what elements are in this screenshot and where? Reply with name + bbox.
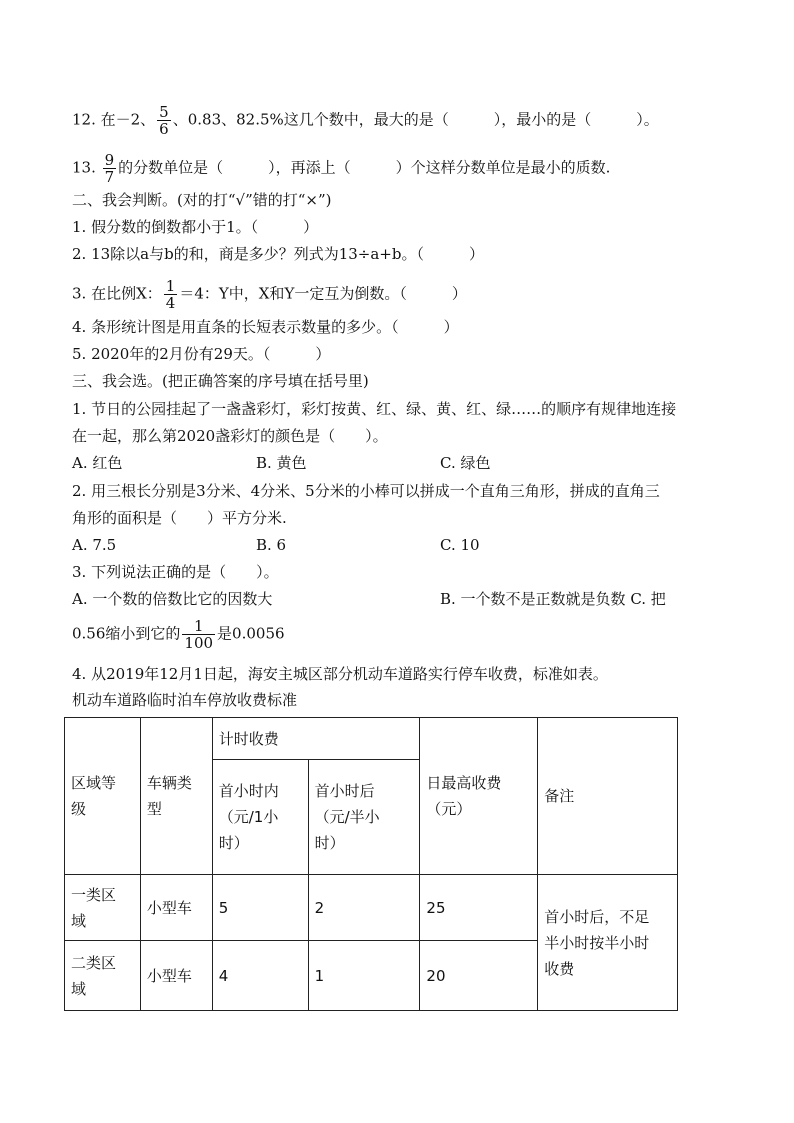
header-after-first-hour-cell bbox=[308, 760, 420, 875]
header-first-hour-line-1: 首小时内 bbox=[218, 782, 279, 800]
question-13 bbox=[72, 152, 610, 185]
note-line-2: 半小时按半小时 bbox=[544, 933, 650, 952]
header-first-hour-line-3: 时） bbox=[218, 834, 249, 852]
choice-q3-option-b: B. 一个数不是正数就是负数 C. 把 bbox=[440, 590, 666, 608]
judge-item-5: 5. 2020年的2月份有29天。（ ） bbox=[72, 345, 331, 363]
choice-q2-option-a: A. 7.5 bbox=[72, 536, 117, 554]
choice-q1-line-1: 1. 节日的公园挂起了一盏盏彩灯，彩灯按黄、红、绿、黄、红、绿……的顺序有规律地连接 bbox=[72, 400, 677, 418]
header-daily-max-cell bbox=[420, 718, 538, 875]
header-vehicle-type-cell bbox=[140, 718, 212, 875]
header-area-line-1: 区域等 bbox=[71, 774, 117, 792]
table-row bbox=[65, 875, 678, 941]
row-2-first-hour-cell: 4 bbox=[212, 941, 308, 1011]
choice-q2-line-1: 2. 用三根长分别是3分米、4分米、5分米的小棒可以拼成一个直角三角形，拼成的直角三 bbox=[72, 482, 660, 500]
section-2-heading: 二、我会判断。(对的打“√”错的打“×”) bbox=[72, 191, 332, 209]
judge-item-2: 2. 13除以a与b的和，商是多少？列式为13÷a+b。（ ） bbox=[72, 245, 484, 263]
judge-item-3-fraction bbox=[164, 278, 178, 311]
choice-q3-line-3 bbox=[72, 618, 285, 651]
q12-fraction-numerator: 5 bbox=[159, 103, 169, 121]
row-2-after-first-hour-cell: 1 bbox=[308, 941, 420, 1011]
q13-text-post: 的分数单位是（ ），再添上（ ）个这样分数单位是最小的质数. bbox=[118, 158, 611, 177]
header-after-first-hour-line-2: （元/半小 bbox=[314, 808, 380, 826]
fee-table-header-row-1 bbox=[65, 718, 678, 760]
header-vehicle-type-line-2: 型 bbox=[146, 800, 162, 818]
judge-item-3-post: ＝4：Y中，X和Y一定互为倒数。（ ） bbox=[179, 284, 467, 303]
row-2-vehicle-type-cell: 小型车 bbox=[140, 941, 212, 1011]
choice-q3-line-1: 3. 下列说法正确的是（ ）。 bbox=[72, 563, 279, 581]
judge-item-3-numerator: 1 bbox=[165, 277, 176, 295]
header-daily-max-line-2: （元） bbox=[426, 800, 472, 818]
choice-q3-numerator: 1 bbox=[182, 618, 215, 635]
q13-text-pre: 13. bbox=[72, 158, 101, 177]
choice-q3-option-a: A. 一个数的倍数比它的因数大 bbox=[72, 590, 273, 608]
header-first-hour-line-2: （元/1小 bbox=[218, 808, 279, 826]
choice-q3-denominator: 100 bbox=[184, 634, 214, 652]
q13-fraction-denominator: 7 bbox=[104, 168, 115, 186]
header-first-hour-cell bbox=[212, 760, 308, 875]
choice-q4-line-1: 4. 从2019年12月1日起，海安主城区部分机动车道路实行停车收费，标准如表。 bbox=[72, 665, 608, 683]
row-1-first-hour-cell: 5 bbox=[212, 875, 308, 941]
row-1-area-line-1: 一类区 bbox=[71, 885, 117, 904]
choice-q1-line-2: 在一起，那么第2020盏彩灯的颜色是（ ）。 bbox=[72, 427, 388, 445]
header-vehicle-type-line-1: 车辆类 bbox=[146, 774, 192, 792]
row-2-daily-max-cell: 20 bbox=[420, 941, 538, 1011]
choice-q1-option-b: B. 黄色 bbox=[256, 454, 307, 472]
choice-q1-option-c: C. 绿色 bbox=[440, 454, 491, 472]
judge-item-4: 4. 条形统计图是用直条的长短表示数量的多少。（ ） bbox=[72, 318, 459, 336]
row-1-vehicle-type-cell: 小型车 bbox=[140, 875, 212, 941]
note-cell bbox=[538, 875, 678, 1011]
question-12 bbox=[72, 104, 659, 137]
row-2-area-line-1: 二类区 bbox=[71, 953, 117, 972]
choice-q3-line-3-post: 是0.0056 bbox=[217, 624, 285, 643]
row-1-after-first-hour-cell: 2 bbox=[308, 875, 420, 941]
header-area-cell bbox=[65, 718, 141, 875]
q12-fraction bbox=[157, 104, 171, 137]
q12-fraction-denominator: 6 bbox=[159, 120, 169, 138]
header-after-first-hour-line-1: 首小时后 bbox=[314, 782, 375, 800]
q12-text-pre: 12. 在－2、 bbox=[72, 110, 156, 129]
row-2-area-cell bbox=[65, 941, 141, 1011]
row-1-area-cell bbox=[65, 875, 141, 941]
header-timed-fee-cell: 计时收费 bbox=[212, 718, 420, 760]
note-line-1: 首小时后，不足 bbox=[544, 907, 650, 926]
row-1-daily-max-cell: 25 bbox=[420, 875, 538, 941]
choice-q2-option-c: C. 10 bbox=[440, 536, 480, 554]
q13-fraction-numerator: 9 bbox=[104, 151, 115, 169]
note-line-3: 收费 bbox=[544, 959, 575, 978]
q13-fraction bbox=[103, 152, 117, 185]
header-note-cell: 备注 bbox=[538, 718, 678, 875]
section-3-heading: 三、我会选。(把正确答案的序号填在括号里) bbox=[72, 372, 369, 390]
q12-text-post: 、0.83、82.5%这几个数中，最大的是（ ），最小的是（ ）。 bbox=[172, 110, 659, 129]
header-daily-max-line-1: 日最高收费 bbox=[426, 774, 502, 792]
choice-q3-fraction bbox=[182, 618, 215, 651]
judge-item-3-pre: 3. 在比例X： bbox=[72, 284, 162, 303]
header-after-first-hour-line-3: 时） bbox=[314, 834, 345, 852]
choice-q1-option-a: A. 红色 bbox=[72, 454, 123, 472]
fee-table-title: 机动车道路临时泊车停放收费标准 bbox=[72, 691, 298, 709]
choice-q2-option-b: B. 6 bbox=[256, 536, 287, 554]
choice-q3-line-3-pre: 0.56缩小到它的 bbox=[72, 624, 181, 643]
judge-item-1: 1. 假分数的倒数都小于1。（ ） bbox=[72, 218, 319, 236]
judge-item-3-denominator: 4 bbox=[165, 294, 176, 312]
row-1-area-line-2: 域 bbox=[71, 911, 87, 930]
header-area-line-2: 级 bbox=[71, 800, 87, 818]
fee-table bbox=[64, 717, 678, 1011]
row-2-area-line-2: 域 bbox=[71, 979, 87, 998]
judge-item-3 bbox=[72, 278, 467, 311]
choice-q2-line-2: 角形的面积是（ ）平方分米. bbox=[72, 509, 287, 527]
